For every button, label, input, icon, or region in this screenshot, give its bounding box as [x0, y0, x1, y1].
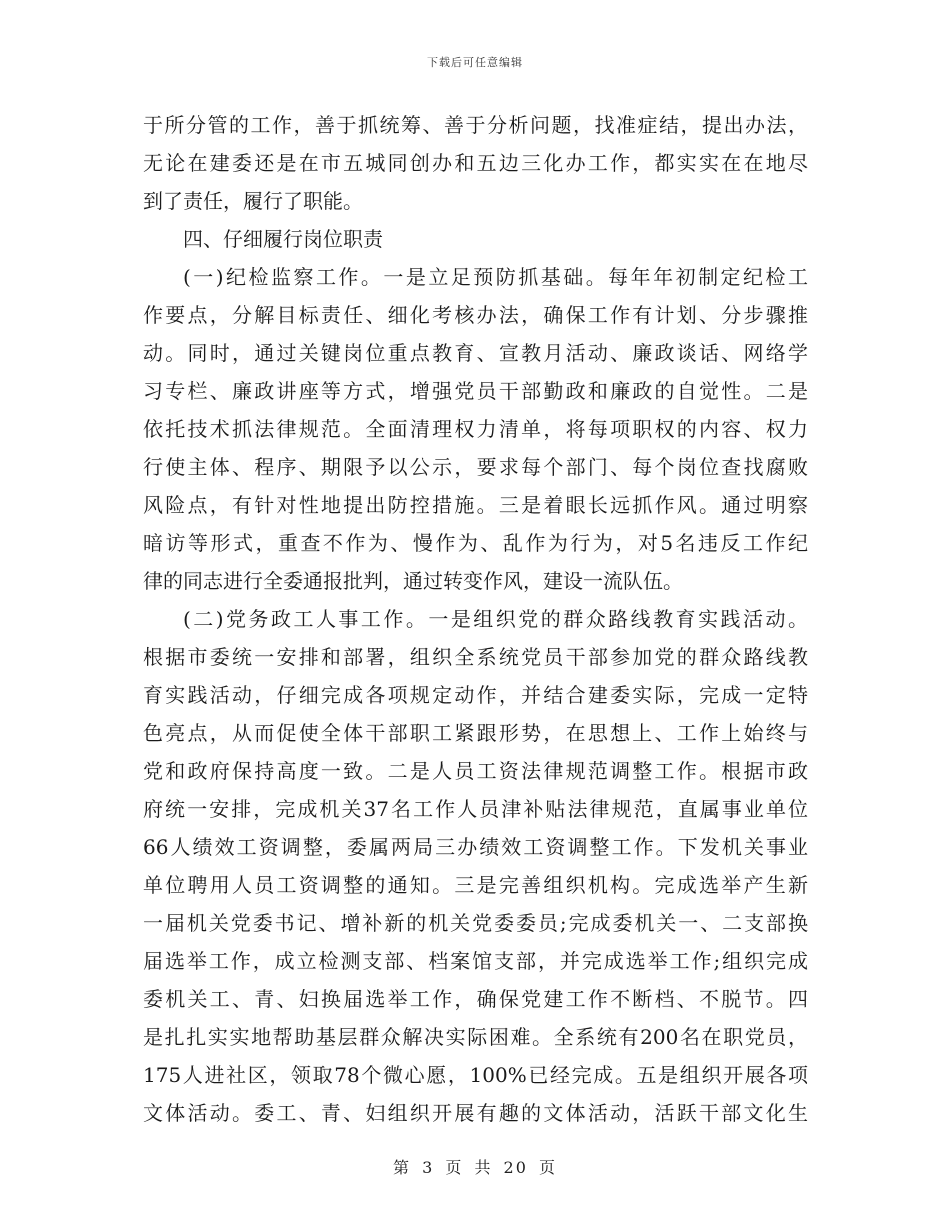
text-line: 党和政府保持高度一致。二是人员工资法律规范调整工作。根据市政 — [143, 759, 808, 783]
text-line: 暗访等形式，重查不作为、慢作为、乱作为行为，对5名违反工作纪 — [143, 531, 808, 555]
text-line: 单位聘用人员工资调整的通知。三是完善组织机构。完成选举产生新 — [143, 873, 808, 897]
text-line: 行使主体、程序、期限予以公示，要求每个部门、每个岗位查找腐败 — [143, 455, 808, 479]
text-line: 文体活动。委工、青、妇组织开展有趣的文体活动，活跃干部文化生 — [143, 1101, 808, 1125]
text-line: 习专栏、廉政讲座等方式，增强党员干部勤政和廉政的自觉性。二是 — [143, 379, 808, 403]
text-line: 一届机关党委书记、增补新的机关党委委员;完成委机关一、二支部换 — [143, 911, 808, 935]
text-line: 届选举工作，成立检测支部、档案馆支部，并完成选举工作;组织完成 — [143, 949, 808, 973]
text-line: 风险点，有针对性地提出防控措施。三是着眼长远抓作风。通过明察 — [143, 493, 808, 517]
text-line: 动。同时，通过关键岗位重点教育、宣教月活动、廉政谈话、网络学 — [143, 341, 808, 365]
text-line: 到了责任，履行了职能。 — [143, 189, 363, 213]
text-line: 府统一安排，完成机关37名工作人员津补贴法律规范，直属事业单位 — [143, 797, 808, 821]
text-line: 委机关工、青、妇换届选举工作，确保党建工作不断档、不脱节。四 — [143, 987, 808, 1011]
text-line: 66人绩效工资调整，委属两局三办绩效工资调整工作。下发机关事业 — [143, 835, 808, 859]
text-line: 色亮点，从而促使全体干部职工紧跟形势，在思想上、工作上始终与 — [143, 721, 808, 745]
text-line: 律的同志进行全委通报批判，通过转变作风，建设一流队伍。 — [143, 569, 683, 593]
text-line: 无论在建委还是在市五城同创办和五边三化办工作，都实实在在地尽 — [143, 151, 808, 175]
page-number: 第 3 页 共 20 页 — [393, 1158, 557, 1177]
text-line: 是扎扎实实地帮助基层群众解决实际困难。全系统有200名在职党员， — [143, 1025, 808, 1049]
document-body — [143, 106, 808, 1132]
text-line: (二)党务政工人事工作。一是组织党的群众路线教育实践活动。 — [183, 607, 808, 631]
text-line: 依托技术抓法律规范。全面清理权力清单，将每项职权的内容、权力 — [143, 417, 808, 441]
text-line: 作要点，分解目标责任、细化考核办法，确保工作有计划、分步骤推 — [143, 303, 808, 327]
text-line: 育实践活动，仔细完成各项规定动作，并结合建委实际，完成一定特 — [143, 683, 808, 707]
section-heading: 四、仔细履行岗位职责 — [183, 227, 383, 251]
text-line: (一)纪检监察工作。一是立足预防抓基础。每年年初制定纪检工 — [183, 265, 808, 289]
text-line: 于所分管的工作，善于抓统筹、善于分析问题，找准症结，提出办法， — [143, 113, 808, 137]
text-line: 根据市委统一安排和部署，组织全系统党员干部参加党的群众路线教 — [143, 645, 808, 669]
page-header: 下载后可任意编辑 — [427, 56, 523, 69]
text-line: 175人进社区，领取78个微心愿，100%已经完成。五是组织开展各项 — [143, 1063, 808, 1087]
